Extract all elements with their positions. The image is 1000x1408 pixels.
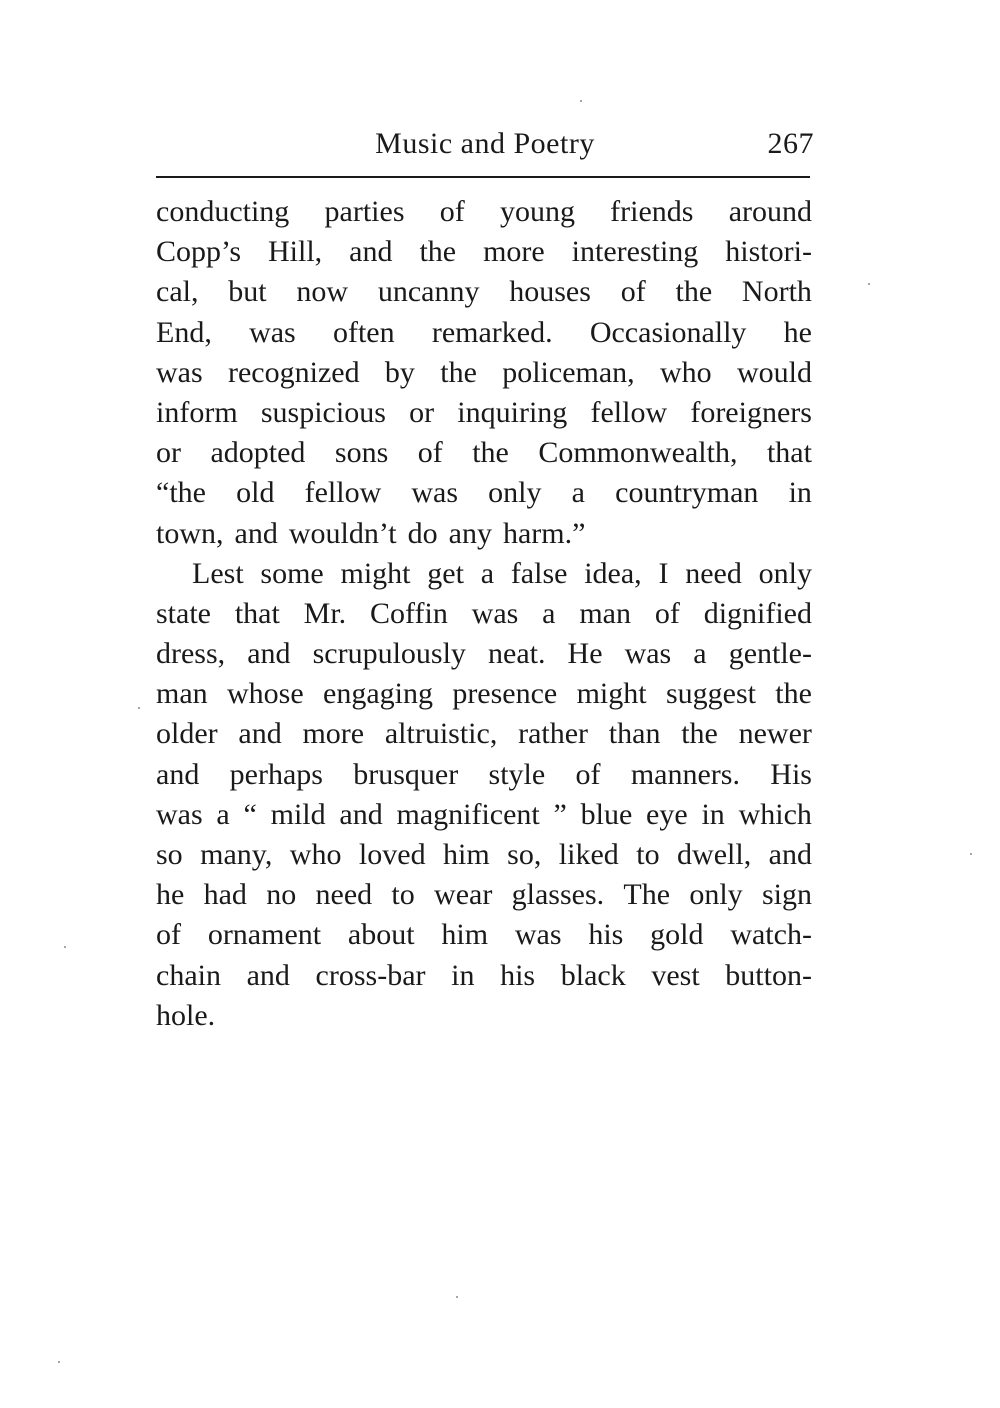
- word: Coffin: [370, 596, 448, 630]
- word: need: [685, 556, 742, 590]
- word: inform: [156, 395, 238, 429]
- word: Lest: [192, 556, 244, 590]
- word: need: [315, 878, 373, 912]
- word: but: [228, 275, 267, 309]
- word: he: [156, 878, 185, 912]
- word: presence: [452, 677, 558, 711]
- word: do: [407, 516, 438, 550]
- word: or: [156, 436, 181, 470]
- word: get: [427, 556, 464, 590]
- word: “: [243, 797, 257, 831]
- word: young: [499, 195, 575, 228]
- word: cross-bar: [315, 958, 426, 992]
- word: uncanny: [377, 275, 480, 309]
- word: that: [766, 436, 812, 470]
- running-head: [156, 124, 814, 164]
- word: mild: [270, 797, 326, 831]
- word: now: [296, 275, 349, 309]
- text-line: [156, 554, 812, 594]
- word: and: [247, 637, 291, 671]
- word: friends: [610, 195, 694, 228]
- word: hole.: [156, 998, 216, 1032]
- word: of: [156, 918, 181, 952]
- word: wouldn’t: [288, 516, 397, 550]
- word: perhaps: [229, 757, 323, 791]
- word: of: [620, 275, 646, 309]
- word: watch-: [730, 918, 812, 952]
- word: was: [156, 797, 203, 831]
- scan-speck: [64, 946, 66, 948]
- word: remarked.: [431, 315, 553, 349]
- text-line: [156, 594, 812, 634]
- word: more: [302, 717, 365, 751]
- word: the: [775, 677, 812, 711]
- word: policeman,: [502, 355, 635, 389]
- page-number: 267: [767, 127, 814, 160]
- scan-speck: [970, 853, 972, 855]
- text-line: [156, 192, 812, 232]
- word: false: [510, 556, 568, 590]
- word: histori-: [725, 235, 812, 269]
- word: state: [156, 596, 211, 630]
- word: manners.: [630, 757, 740, 791]
- text-line: [156, 272, 812, 312]
- word: might: [576, 677, 647, 711]
- word: of: [439, 195, 465, 228]
- scan-speck: [580, 100, 582, 102]
- text-line: [156, 915, 812, 955]
- word: around: [728, 195, 812, 228]
- word: that: [234, 596, 280, 630]
- word: of: [417, 436, 443, 470]
- word: inquiring: [457, 395, 568, 429]
- word: engaging: [323, 677, 433, 711]
- word: so,: [507, 838, 542, 871]
- word: to: [636, 838, 660, 871]
- word: than: [608, 717, 661, 751]
- word: rather: [518, 717, 589, 751]
- word: some: [260, 556, 324, 590]
- word: idea,: [584, 556, 642, 590]
- word: was: [624, 637, 672, 671]
- text-line: [156, 232, 812, 272]
- scan-speck: [138, 707, 140, 709]
- word: more: [483, 235, 545, 269]
- word: End,: [156, 315, 212, 349]
- word: many,: [200, 838, 273, 871]
- word: would: [737, 355, 812, 389]
- text-line: [156, 433, 812, 473]
- word: eye: [646, 797, 688, 831]
- word: The: [623, 878, 671, 912]
- word: sign: [761, 878, 812, 912]
- word: to: [391, 878, 415, 912]
- word: and: [246, 958, 290, 992]
- text-line: [156, 514, 812, 554]
- header-rule: [156, 176, 810, 178]
- text-line: [156, 795, 812, 835]
- text-line: [156, 313, 812, 353]
- word: blue: [580, 797, 633, 831]
- word: often: [332, 315, 395, 349]
- word: and: [768, 838, 812, 871]
- word: liked: [558, 838, 619, 871]
- word: Occasionally: [589, 315, 747, 349]
- word: vest: [651, 958, 700, 992]
- word: He: [567, 637, 603, 671]
- word: the: [472, 436, 509, 470]
- word: “the: [156, 476, 206, 510]
- word: about: [347, 918, 415, 952]
- word: foreigners: [690, 395, 812, 429]
- word: and: [238, 717, 282, 751]
- word: I: [658, 556, 669, 590]
- word: the: [440, 355, 477, 389]
- text-line: [156, 353, 812, 393]
- word: in: [701, 797, 725, 831]
- word: only: [488, 476, 542, 510]
- word: button-: [725, 958, 812, 992]
- word: had: [203, 878, 247, 912]
- word: of: [575, 757, 601, 791]
- word: no: [266, 878, 297, 912]
- word: only: [689, 878, 743, 912]
- text-line: [156, 674, 812, 714]
- word: a: [480, 556, 495, 590]
- text-line: [156, 634, 812, 674]
- word: ornament: [207, 918, 322, 952]
- word: of: [654, 596, 680, 630]
- text-line: [156, 996, 812, 1036]
- word: Hill,: [268, 235, 323, 269]
- word: glasses.: [511, 878, 605, 912]
- word: sons: [334, 436, 389, 470]
- word: gentle-: [728, 637, 812, 671]
- word: His: [770, 757, 812, 791]
- word: the: [681, 717, 718, 751]
- word: him: [443, 838, 490, 871]
- word: harm.”: [502, 516, 586, 550]
- word: a: [216, 797, 230, 831]
- word: in: [788, 476, 812, 510]
- word: a: [542, 596, 556, 630]
- word: loved: [358, 838, 426, 871]
- word: Copp’s: [156, 235, 242, 269]
- word: recognized: [227, 355, 360, 389]
- word: and: [339, 797, 383, 831]
- word: suggest: [665, 677, 756, 711]
- word: by: [384, 355, 415, 389]
- word: any: [448, 516, 492, 550]
- word: North: [741, 275, 812, 309]
- word: parties: [324, 195, 405, 228]
- word: gold: [650, 918, 704, 952]
- text-line: [156, 393, 812, 433]
- word: dwell,: [677, 838, 752, 871]
- word: who: [289, 838, 342, 871]
- word: was: [411, 476, 459, 510]
- word: the: [419, 235, 457, 269]
- word: chain: [156, 958, 221, 992]
- word: was: [514, 918, 562, 952]
- scan-speck: [58, 1361, 60, 1363]
- body-text: [156, 192, 812, 1036]
- word: town,: [156, 516, 224, 550]
- scan-speck: [456, 1296, 458, 1298]
- word: a: [571, 476, 585, 510]
- word: who: [660, 355, 712, 389]
- word: which: [738, 797, 812, 831]
- word: wear: [434, 878, 493, 912]
- word: conducting: [156, 195, 290, 228]
- word: brusquer: [353, 757, 459, 791]
- word: adopted: [210, 436, 306, 470]
- word: was: [471, 596, 519, 630]
- word: newer: [738, 717, 812, 751]
- word: the: [675, 275, 713, 309]
- word: black: [560, 958, 626, 992]
- word: a: [693, 637, 707, 671]
- text-line: [156, 755, 812, 795]
- text-line: [156, 473, 812, 513]
- word: his: [588, 918, 624, 952]
- word: scrupulously: [312, 637, 466, 671]
- word: older: [156, 717, 218, 751]
- word: was: [156, 355, 203, 389]
- word: in: [451, 958, 475, 992]
- word: man: [579, 596, 631, 630]
- text-line: [156, 875, 812, 915]
- word: style: [488, 757, 546, 791]
- word: suspicious: [260, 395, 386, 429]
- word: countryman: [615, 476, 759, 510]
- word: he: [783, 315, 812, 349]
- word: ”: [553, 797, 567, 831]
- word: fellow: [590, 395, 668, 429]
- word: might: [340, 556, 411, 590]
- word: Mr.: [303, 596, 347, 630]
- word: interesting: [571, 235, 699, 269]
- word: neat.: [488, 637, 546, 671]
- word: and: [349, 235, 393, 269]
- word: or: [409, 395, 435, 429]
- word: was: [249, 315, 296, 349]
- text-line: [156, 714, 812, 754]
- word: whose: [227, 677, 304, 711]
- word: magnificent: [396, 797, 540, 831]
- word: him: [441, 918, 489, 952]
- word: cal,: [156, 275, 199, 309]
- word: and: [156, 757, 200, 791]
- word: man: [156, 677, 208, 711]
- word: fellow: [304, 476, 382, 510]
- word: Commonwealth,: [538, 436, 738, 470]
- word: and: [234, 516, 278, 550]
- scan-speck: [868, 283, 870, 285]
- text-line: [156, 956, 812, 996]
- word: dignified: [703, 596, 812, 630]
- word: only: [758, 556, 812, 590]
- running-title: Music and Poetry: [375, 127, 595, 160]
- word: old: [236, 476, 275, 510]
- word: so: [156, 838, 183, 871]
- word: his: [500, 958, 536, 992]
- word: houses: [509, 275, 591, 309]
- word: altruistic,: [384, 717, 498, 751]
- word: dress,: [156, 637, 226, 671]
- text-line: [156, 835, 812, 875]
